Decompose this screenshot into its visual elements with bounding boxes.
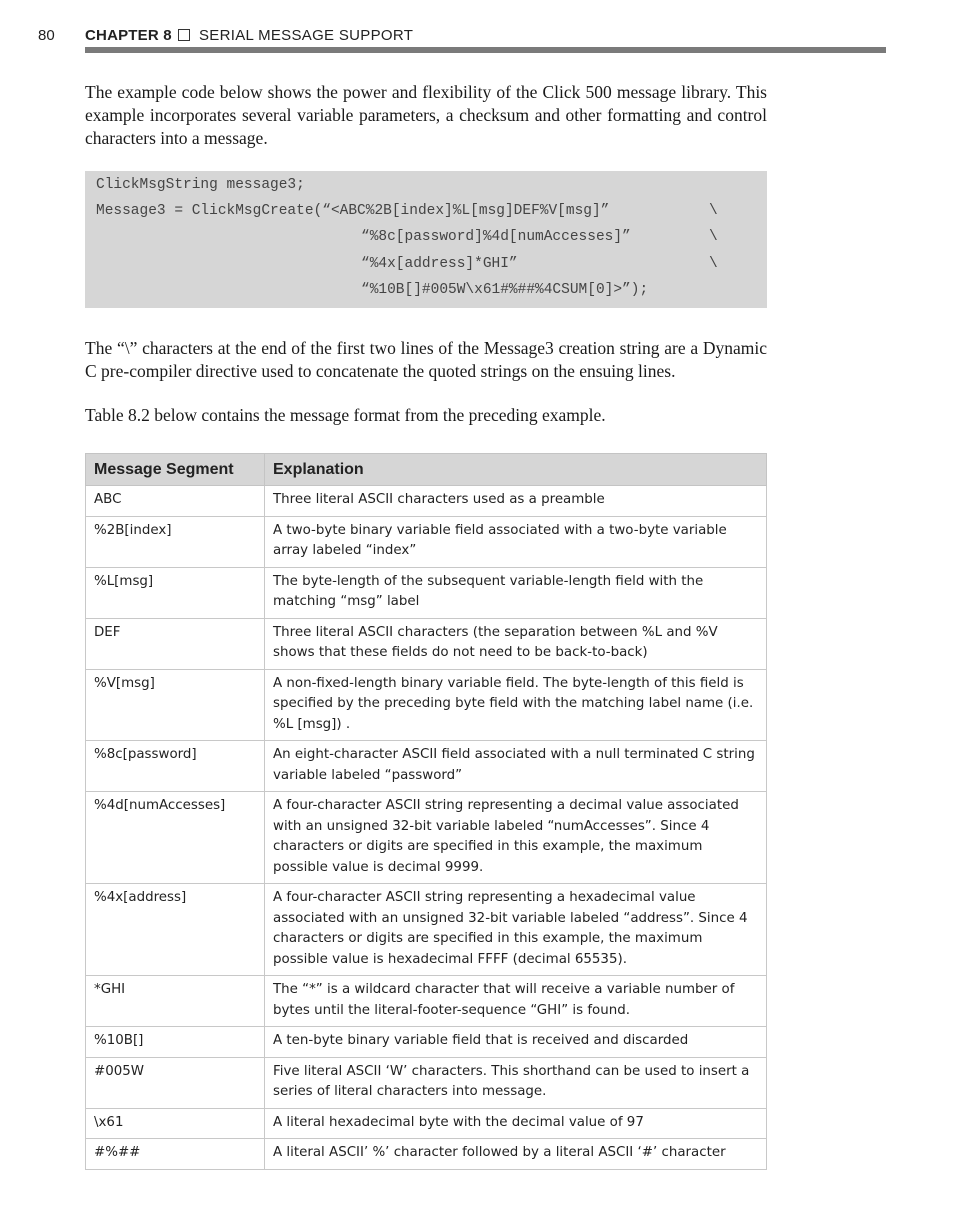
message-format-table xyxy=(85,453,767,1170)
running-header xyxy=(38,24,886,46)
explanation-cell: Three literal ASCII characters used as a preamble xyxy=(265,486,767,517)
table-row xyxy=(86,1108,767,1139)
segment-cell: %2B[index] xyxy=(86,516,265,567)
code-line-1: ClickMsgString message3; xyxy=(96,177,305,193)
table-row xyxy=(86,741,767,792)
code-block xyxy=(85,171,767,308)
explanation-cell: An eight-character ASCII field associated with a null terminated C string variable labeled “password” xyxy=(265,741,767,792)
segment-cell: %L[msg] xyxy=(86,567,265,618)
code-line-5: “%10B[]#005W\x61#%##%4CSUM[0]>”); xyxy=(361,282,649,298)
table-row xyxy=(86,567,767,618)
table-header-row xyxy=(86,454,767,486)
chapter-label: CHAPTER 8 xyxy=(85,27,172,44)
table-row xyxy=(86,1027,767,1058)
code-line-2: Message3 = ClickMsgCreate(“<ABC%2B[index]%L[msg]DEF%V[msg]” xyxy=(96,203,610,219)
chapter-title: SERIAL MESSAGE SUPPORT xyxy=(199,27,414,44)
segment-cell: %4x[address] xyxy=(86,884,265,976)
explanation-cell: A literal hexadecimal byte with the decimal value of 97 xyxy=(265,1108,767,1139)
explanation-cell: A two-byte binary variable field associated with a two-byte variable array labeled “index” xyxy=(265,516,767,567)
explanation-cell: The “*” is a wildcard character that will receive a variable number of bytes until the literal-footer-sequence “GHI” is found. xyxy=(265,976,767,1027)
segment-cell: %8c[password] xyxy=(86,741,265,792)
table-row xyxy=(86,884,767,976)
table-row xyxy=(86,1057,767,1108)
explanation-cell: A ten-byte binary variable field that is received and discarded xyxy=(265,1027,767,1058)
table-row xyxy=(86,486,767,517)
explanation-cell: The byte-length of the subsequent variable-length field with the matching “msg” label xyxy=(265,567,767,618)
code-line-3: “%8c[password]%4d[numAccesses]” xyxy=(361,229,631,245)
segment-cell: *GHI xyxy=(86,976,265,1027)
segment-cell: ABC xyxy=(86,486,265,517)
explanation-cell: Five literal ASCII ‘W’ characters. This shorthand can be used to insert a series of literal characters into message. xyxy=(265,1057,767,1108)
header-message-segment: Message Segment xyxy=(86,454,265,486)
table-row xyxy=(86,976,767,1027)
segment-cell: \x61 xyxy=(86,1108,265,1139)
code-continuation-1: \ xyxy=(709,203,718,219)
code-line-4: “%4x[address]*GHI” xyxy=(361,256,518,272)
code-continuation-2: \ xyxy=(709,229,718,245)
table-row xyxy=(86,1139,767,1170)
segment-cell: #%## xyxy=(86,1139,265,1170)
code-continuation-3: \ xyxy=(709,256,718,272)
table-row xyxy=(86,669,767,741)
page-number: 80 xyxy=(38,27,55,44)
segment-cell: DEF xyxy=(86,618,265,669)
table-row xyxy=(86,618,767,669)
table-row xyxy=(86,792,767,884)
separator-box-icon xyxy=(178,29,190,41)
header-explanation: Explanation xyxy=(265,454,767,486)
segment-cell: %V[msg] xyxy=(86,669,265,741)
segment-cell: %4d[numAccesses] xyxy=(86,792,265,884)
header-rule xyxy=(85,47,886,53)
explanation-cell: A four-character ASCII string representing a decimal value associated with an unsigned 32-bit variable labeled “numAccesses”. Since 4 characters or digits are specified in this example, the maximum possible value is decimal 9999. xyxy=(265,792,767,884)
explanation-cell: A non-fixed-length binary variable field. The byte-length of this field is specified by the preceding byte field with the matching label name (i.e. %L [msg]) . xyxy=(265,669,767,741)
intro-paragraph: The example code below shows the power and flexibility of the Click 500 message library. This example incorporates several variable parameters, a checksum and other formatting and control characters into a message. xyxy=(85,82,767,148)
table-row xyxy=(86,516,767,567)
segment-cell: #005W xyxy=(86,1057,265,1108)
explanation-cell: Three literal ASCII characters (the separation between %L and %V shows that these fields do not need to be back-to-back) xyxy=(265,618,767,669)
explanation-cell: A literal ASCII’ %’ character followed by a literal ASCII ‘#’ character xyxy=(265,1139,767,1170)
table-intro-paragraph: Table 8.2 below contains the message format from the preceding example. xyxy=(85,405,606,425)
backslash-note-paragraph: The “\” characters at the end of the first two lines of the Message3 creation string are a Dynamic C pre-compiler directive used to concatenate the quoted strings on the ensuing lines. xyxy=(85,338,767,381)
segment-cell: %10B[] xyxy=(86,1027,265,1058)
explanation-cell: A four-character ASCII string representing a hexadecimal value associated with an unsigned 32-bit variable labeled “address”. Since 4 characters or digits are specified in this example, the maximum possible value is hexadecimal FFFF (decimal 65535). xyxy=(265,884,767,976)
